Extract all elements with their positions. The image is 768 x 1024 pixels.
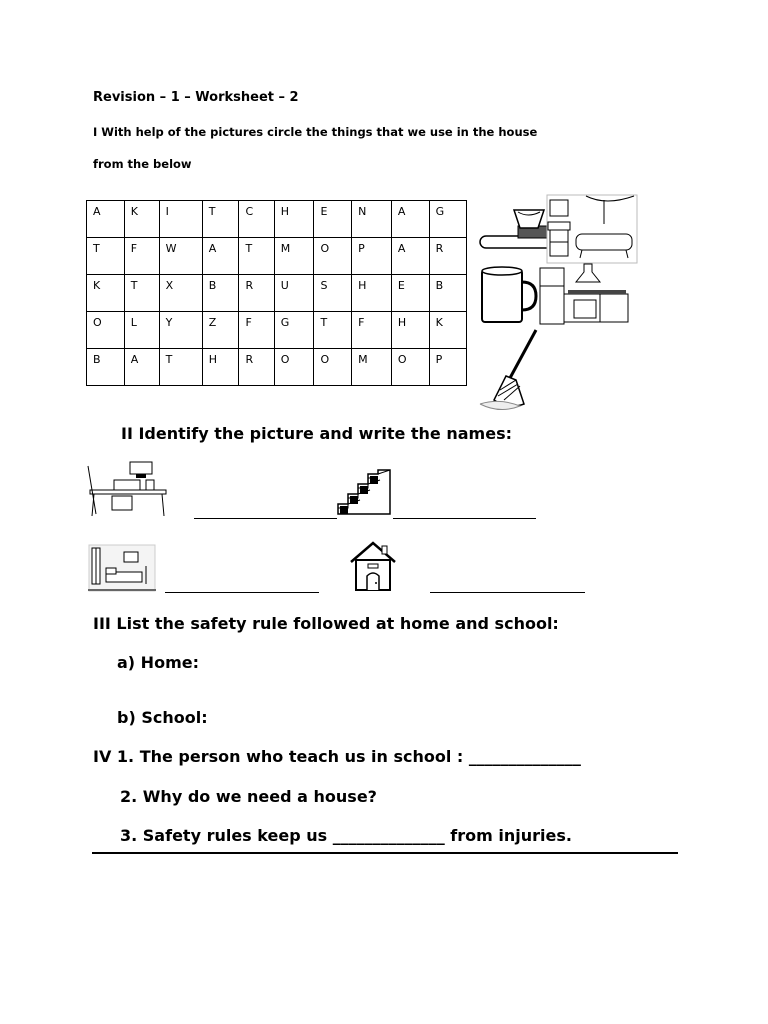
grid-cell[interactable]: I [159,201,202,238]
question-4-item-2: 2. Why do we need a house? [120,787,377,806]
grid-cell[interactable]: H [274,201,314,238]
grid-cell[interactable]: F [352,312,392,349]
broom-icon [476,326,556,412]
grid-cell[interactable]: O [87,312,125,349]
grid-cell[interactable]: H [352,275,392,312]
grid-cell[interactable]: A [87,201,125,238]
worksheet-title: Revision – 1 – Worksheet – 2 [93,90,299,105]
grid-cell[interactable]: U [274,275,314,312]
grid-cell[interactable]: G [429,201,466,238]
grid-cell[interactable]: H [391,312,429,349]
answer-blank-1[interactable] [194,518,337,519]
grid-row [87,349,467,386]
grid-cell[interactable]: K [429,312,466,349]
grid-cell[interactable]: O [274,349,314,386]
grid-cell[interactable]: A [124,349,159,386]
question-4-item-3: 3. Safety rules keep us ______________ from injuries. [120,826,572,845]
grid-cell[interactable]: T [202,201,239,238]
grid-cell[interactable]: E [314,201,352,238]
grid-cell[interactable]: P [429,349,466,386]
answer-blank-2[interactable] [393,518,536,519]
question-3-home-label: a) Home: [117,653,199,672]
stairs-icon [336,468,392,516]
grid-cell[interactable]: H [202,349,239,386]
answer-blank-4[interactable] [430,592,585,593]
question-1-line-1: I With help of the pictures circle the things that we use in the house [93,125,538,139]
grid-cell[interactable]: K [87,275,125,312]
grid-row [87,312,467,349]
question-2-heading: II Identify the picture and write the names: [121,424,512,443]
grid-cell[interactable]: T [159,349,202,386]
grid-cell[interactable]: A [391,201,429,238]
grid-cell[interactable]: T [87,238,125,275]
house-icon [348,540,398,592]
grid-cell[interactable]: O [391,349,429,386]
grid-cell[interactable]: M [274,238,314,275]
grid-row [87,275,467,312]
word-search-grid [86,200,467,386]
bathroom-icon [546,194,638,264]
study-desk-icon [86,460,174,518]
grid-cell[interactable]: T [124,275,159,312]
grid-cell[interactable]: Y [159,312,202,349]
grid-cell[interactable]: O [314,349,352,386]
grid-cell[interactable]: T [314,312,352,349]
grid-cell[interactable]: F [239,312,274,349]
grid-cell[interactable]: B [87,349,125,386]
grid-cell[interactable]: P [352,238,392,275]
grid-row [87,201,467,238]
grid-cell[interactable]: G [274,312,314,349]
grid-cell[interactable]: R [239,349,274,386]
grid-cell[interactable]: K [124,201,159,238]
question-1-line-2: from the below [93,157,192,171]
grid-cell[interactable]: N [352,201,392,238]
question-3-heading: III List the safety rule followed at home and school: [93,614,559,633]
grid-cell[interactable]: R [429,238,466,275]
grid-row [87,238,467,275]
grid-cell[interactable]: B [202,275,239,312]
grid-cell[interactable]: A [202,238,239,275]
grid-cell[interactable]: S [314,275,352,312]
grid-cell[interactable]: F [124,238,159,275]
bedroom-icon [88,544,156,592]
grid-cell[interactable]: W [159,238,202,275]
grid-cell[interactable]: X [159,275,202,312]
grid-cell[interactable]: A [391,238,429,275]
question-3-school-label: b) School: [117,708,208,727]
grid-cell[interactable]: E [391,275,429,312]
answer-blank-3[interactable] [165,592,319,593]
divider-line [92,852,678,854]
kitchen-icon [538,262,630,326]
grid-cell[interactable]: R [239,275,274,312]
grid-cell[interactable]: B [429,275,466,312]
grid-cell[interactable]: Z [202,312,239,349]
grid-cell[interactable]: L [124,312,159,349]
grid-cell[interactable]: C [239,201,274,238]
grid-cell[interactable]: M [352,349,392,386]
grid-cell[interactable]: O [314,238,352,275]
question-4-item-1: IV 1. The person who teach us in school : ______________ [93,747,581,766]
mug-icon [478,264,540,326]
grid-cell[interactable]: T [239,238,274,275]
